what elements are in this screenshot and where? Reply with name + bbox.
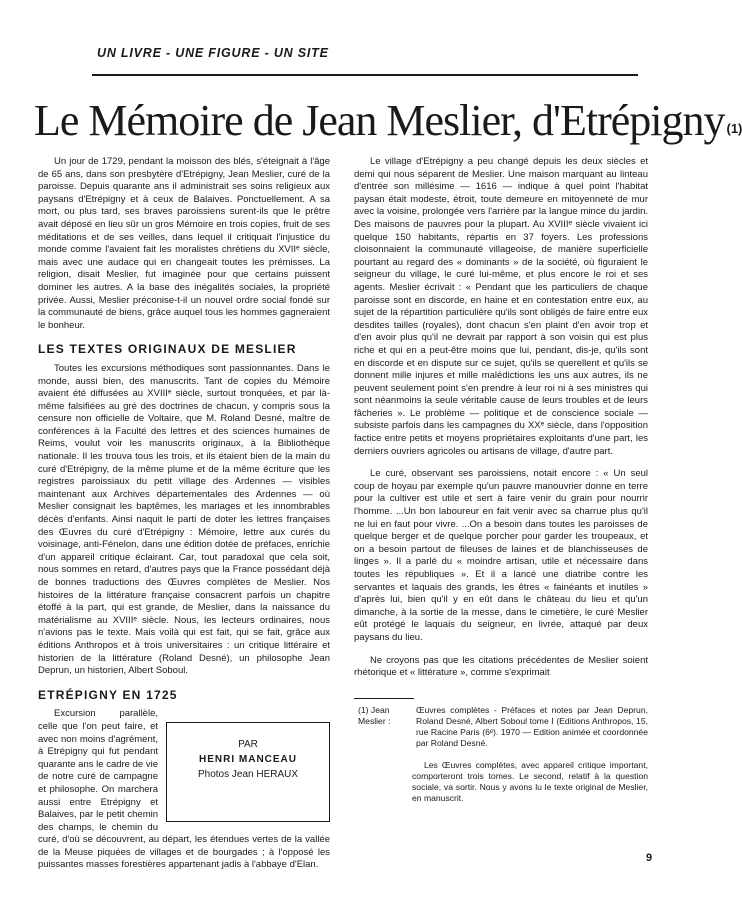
citations-paragraph: Ne croyons pas que les citations précédentes de Meslier soient rhétorique et « littérature », comme s'exprimait [354, 654, 648, 679]
etrepigny-section [38, 708, 330, 872]
byline-box [166, 722, 330, 822]
byline-par: PAR [238, 739, 258, 751]
cure-paragraph: Le curé, observant ses paroissiens, notait encore : « Un seul coup de hoyau par exemple qu'un pauvre manouvrier donne en terre pour la cultiver est utile et sert à faire venir du grain pour nourrir l'homme. ...Un bon laboureur en fait venir avec sa charrue plus qu'il ne lui en faut pour vivre. ...On a besoin dans toutes les paroisses de quelque berger et de quelque porcher pour garder les troupeaux, et on a besoin partout de fileuses de laines et de blanchisseuses de linges ». Il a parlé du « moindre artisan, utile et nécessaire dans toutes les républiques ». Et il a lancé une diatribe contre les servantes et laquais des grands, les êtres « fainéants et inutiles » d'après lui, bien qu'il y en eût dans le château du lieu et qu'un dimanche, à la sortie de la messe, dans le cimetière, le curé Meslier eût protégé le laquais du seigneur, en livrée, attaqué par deux paysans du lieu. [354, 468, 648, 643]
heading-etrepigny-1725: ETRÉPIGNY EN 1725 [38, 687, 178, 702]
footnote-1-number: (1) Jean Meslier : [358, 704, 391, 726]
footnote-1-text: Œuvres complètes - Préfaces et notes par Jean Deprun, Roland Desné, Albert Soboul tome I (Editions Anthropos, 15, rue Racine Paris (6ᵉ). 1970 — Edition animée et coordonnée par Roland Desné. [416, 704, 648, 749]
left-column [38, 156, 330, 872]
title-footnote-marker: (1) [726, 121, 742, 136]
intro-paragraph: Un jour de 1729, pendant la moisson des blés, s'éteignait à l'âge de 65 ans, dans son presbytère d'Etrépigny, Jean Meslier, curé de la paroisse. Depuis quarante ans il administrait ses soins religieux aux paysans d'Etrépigny et à ceux de Balaives. Ponctuellement. A sa mort, ou plus tard, ses braves paroissiens surent-ils que le prêtre avait déposé en lieu sûr un gros Mémoire en trois copies, fruit de ses méditations et de ses veilles, dans lequel il critiquait l'injustice du monde comme l'avaient fait les moralistes chrétiens du XVIIᵉ siècle, mais avec une audace qui en changeait toutes les prémisses. La religion, disait Meslier, fut imaginée pour que certains puissent dominer les autres. A la base des inégalités sociales, la propriété privée. Aussi, Meslier préconise-t-il un nouvel ordre social fondé sur la communauté de biens, grâce auquel tous les hommes gagneraient le bonheur. [38, 156, 330, 331]
section-kicker: UN LIVRE - UNE FIGURE - UN SITE [97, 46, 329, 60]
footnote-2: Les Œuvres complètes, avec appareil critique important, comporteront trois tomes. Le second, relatif à la question sociale, va sortir. Nous y avons lu le texte original de Meslier, en manuscrit. [412, 759, 648, 804]
heading-original-texts: LES TEXTES ORIGINAUX DE MESLIER [38, 342, 297, 357]
original-texts-paragraph: Toutes les excursions méthodiques sont passionnantes. Dans le monde, aussi bien, des manuscrits. Tant de copies du Mémoire avaient été diffusées au XVIIIᵉ siècle, surtout tronquées, et par là-même falsifiées au gré des doctrines de chacun, y compris sous la censure non officielle de Voltaire, que M. Roland Desné, maître de conférences à la Faculté des lettres et des sciences humaines de Reims, voulut voir les manuscrits originaux, à la Bibliothèque nationale. Il les trouva tous les trois, et ils étaient bien de la main du curé d'Etrépigny, de la même plume et de la même écriture que les registres paroissiaux du petit village des Ardennes — visibles maintenant aux Archives départementales des Ardennes — où Meslier consignait les baptêmes, les mariages et les innombrables décès d'enfants. Ainsi naquit le parti de doter les lettres françaises des Œuvres du curé d'Etrépigny : Mémoire, lettre aux curés du voisinage, anti-Fénelon, dans une édition dotée de préfaces, enrichie d'un appareil critique éclairant. Car, tout paradoxal que cela soit, nous sommes en retard, d'autres pays que la France possédant déjà de bonnes traductions des Œuvres complètes de Meslier. Nos histoires de la littérature française consacrent parfois un chapitre étoffé à la part, qui est grande, de Meslier, dans la naissance du matérialisme au XVIIIᵉ siècle. Nous, les lecteurs ordinaires, nous n'avions pas le texte. Mais voilà qui est fait, qui se fait, grâce aux éditions Anthropos et à trois universitaires : un critique littéraire et historien de la littérature (Roland Desné), un philosophe Jean Deprun, un historien, Albert Soboul. [38, 362, 330, 677]
village-paragraph: Le village d'Etrépigny a peu changé depuis les deux siècles et demi qui nous séparent de Meslier. Une maison marquant au linteau d'entrée son millésime — 1616 — indique à quel point l'habitat paysan était modeste, étroit, toute demeure en mitoyenneté de mur avec la voisine, prolongée vers l'arrière par la langue mince du jardin. Des maisons de pauvres pour la plupart. Au XVIIIᵉ siècle vivaient ici quelque 150 habitants, répartis en 37 foyers. Les professions cloisonnaient la communauté villageoise, de manière superficielle pourtant au regard des « dominants » de la société, où figuraient le seigneur du village, le curé lui-même, et plus encore le roi et ses agents. Meslier écrivait : « Pendant que les particuliers de chaque paroisse sont en discorde, en haine et en contestation entre eux, au sujet de la répartition particulière qu'ils sont obligés de faire entre eux desdites tailles (royales), dont chacun s'en plaint d'en avoir trop et d'en avoir plus qu'il ne devrait par rapport à son voisin qui est plus riche et qui en a peut-être moins que lui, pendant, dis-je, qu'ils sont en discorde et en dispute sur ce sujet, qu'ils se querellent et qu'ils se donnent mille injures et mille malédictions les uns aux autres, ils ne peuvent seulement point s'en prendre à leur roi ni à ses ministres qui sont néanmoins la seule véritable cause de leurs troubles et de leurs fâcheries ». Le problème — politique et de conscience sociale — subsiste parfois dans les campagnes du XXᵉ siècle, dans l'opposition factice entre petits et moyens propriétaires exploitants d'une part, les derniers ouvriers agricoles ou artisans de village, d'autre part. [354, 156, 648, 457]
byline-photos: Photos Jean HERAUX [197, 769, 299, 781]
article-title [34, 96, 742, 154]
page-number: 9 [646, 852, 653, 864]
article-title-text: Le Mémoire de Jean Meslier, d'Etrépigny [34, 96, 725, 145]
etrepigny-paragraph: Excursion parallèle, celle que l'on peut faire, et avec non moins d'agrément, à Etrépigny qui fut pendant quarante ans le cadre de vie de notre curé de campagne et philosophe. On marchera aussi entre Etrépigny et Balaives, par le petit chemin des champs, le chemin du curé, d'où se découvrent, au départ, les étendues vertes de la vallée de la Meuse piquées de villages et de bourgades ; à l'opposé les puissantes masses forestières appartenant jadis à l'abbaye d'Elan. [38, 708, 330, 871]
footnote-divider [354, 698, 414, 699]
right-column [354, 156, 648, 804]
byline-author: HENRI MANCEAU [199, 754, 297, 766]
footnote-1 [354, 705, 648, 750]
header-rule [92, 74, 638, 76]
